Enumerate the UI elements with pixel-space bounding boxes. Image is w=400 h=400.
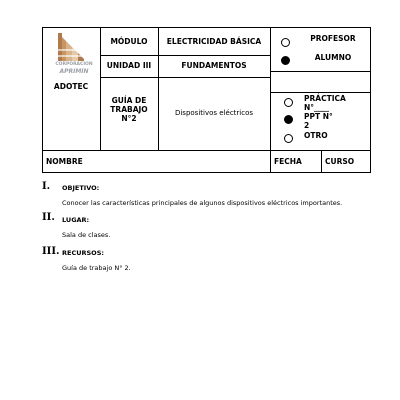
section-number: III. <box>42 246 60 257</box>
section-number: II. <box>42 212 55 223</box>
date-label: FECHA <box>274 157 302 166</box>
guide-value: Dispositivos eléctricos <box>174 109 254 117</box>
divider <box>42 150 371 151</box>
alumno-label: ALUMNO <box>314 53 352 62</box>
logo-text-aprimin: APRIMIN <box>59 68 89 75</box>
divider <box>100 77 271 78</box>
institution-label: ADOTEC <box>53 82 89 91</box>
section-title: RECURSOS: <box>62 249 104 257</box>
name-label: NOMBRE <box>46 157 83 166</box>
unit-value: FUNDAMENTOS <box>181 61 247 70</box>
divider <box>270 27 271 173</box>
profesor-radio[interactable] <box>281 38 290 47</box>
otro-label: OTRO <box>304 131 328 140</box>
ppt-radio[interactable] <box>284 115 293 124</box>
divider <box>270 71 371 72</box>
section-text: Guía de trabajo N° 2. <box>62 264 131 272</box>
module-label: MÓDULO <box>110 37 148 46</box>
unit-label: UNIDAD III <box>106 61 152 70</box>
practica-label: PRÁCTICA N°____ <box>304 94 346 112</box>
course-label: CURSO <box>325 157 355 166</box>
profesor-label: PROFESOR <box>310 34 356 43</box>
section-text: Conocer las características principales de algunos dispositivos eléctricos importantes. <box>62 199 343 207</box>
alumno-radio[interactable] <box>281 56 290 65</box>
divider <box>321 150 322 173</box>
module-value: ELECTRICIDAD BÁSICA <box>166 37 262 46</box>
practica-radio[interactable] <box>284 98 293 107</box>
divider <box>270 92 371 93</box>
guide-label: GUÍA DE TRABAJO N°2 <box>110 96 148 123</box>
otro-radio[interactable] <box>284 134 293 143</box>
section-title: OBJETIVO: <box>62 184 100 192</box>
logo-text-corporacion: CORPORACION <box>55 62 93 67</box>
section-title: LUGAR: <box>62 216 90 224</box>
ppt-label: PPT N° 2 <box>304 112 333 130</box>
section-number: I. <box>42 181 51 192</box>
section-text: Sala de clases. <box>62 231 111 239</box>
divider <box>100 55 271 56</box>
